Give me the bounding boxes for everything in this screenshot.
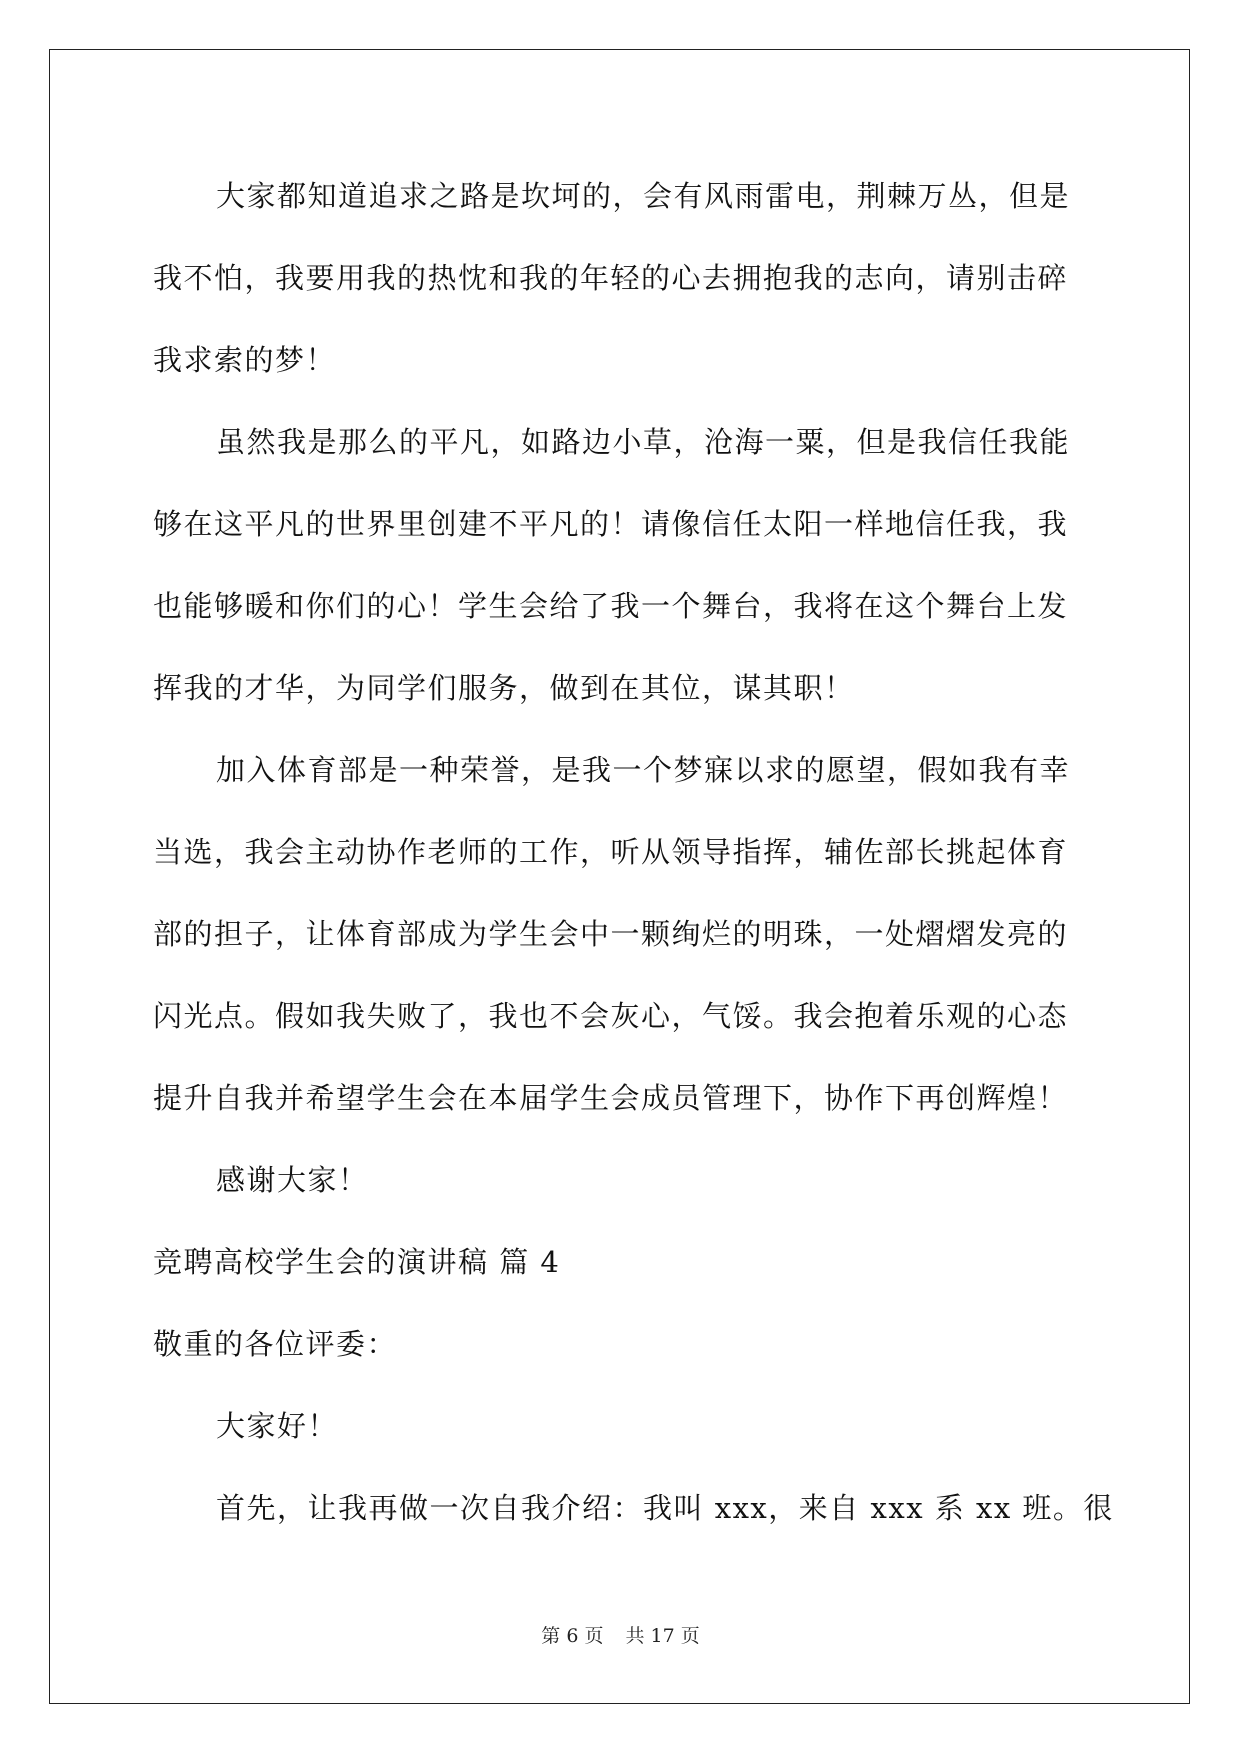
paragraph-line: 加入体育部是一种荣誉，是我一个梦寐以求的愿望，假如我有幸	[216, 753, 1071, 787]
document-body	[153, 155, 1114, 1549]
thanks-line: 感谢大家！	[216, 1163, 369, 1197]
section-heading: 竞聘高校学生会的演讲稿 篇 4	[153, 1245, 561, 1279]
paragraph-line: 大家都知道追求之路是坎坷的，会有风雨雷电，荆棘万丛，但是	[216, 179, 1071, 213]
paragraph-line: 部的担子，让体育部成为学生会中一颗绚烂的明珠，一处熠熠发亮的	[153, 917, 1069, 951]
paragraph-line: 提升自我并希望学生会在本届学生会成员管理下，协作下再创辉煌！	[153, 1081, 1069, 1115]
greeting-line: 大家好！	[216, 1409, 339, 1443]
paragraph-line: 我求索的梦！	[153, 343, 337, 377]
paragraph-line: 我不怕，我要用我的热忱和我的年轻的心去拥抱我的志向，请别击碎	[153, 261, 1069, 295]
paragraph-line: 闪光点。假如我失败了，我也不会灰心，气馁。我会抱着乐观的心态	[153, 999, 1069, 1033]
paragraph-line: 挥我的才华，为同学们服务，做到在其位，谋其职！	[153, 671, 855, 705]
paragraph-line: 当选，我会主动协作老师的工作，听从领导指挥，辅佐部长挑起体育	[153, 835, 1069, 869]
page-number: 第 6 页	[541, 1625, 604, 1647]
paragraph-line: 够在这平凡的世界里创建不平凡的！请像信任太阳一样地信任我，我	[153, 507, 1069, 541]
paragraph-line: 虽然我是那么的平凡，如路边小草，沧海一粟，但是我信任我能	[216, 425, 1071, 459]
paragraph-line: 首先，让我再做一次自我介绍：我叫 xxx，来自 xxx 系 xx 班。很	[216, 1491, 1114, 1525]
page-footer	[0, 1624, 1241, 1648]
salutation-line: 敬重的各位评委：	[153, 1327, 398, 1361]
page-total: 共 17 页	[625, 1625, 700, 1647]
paragraph-line: 也能够暖和你们的心！学生会给了我一个舞台，我将在这个舞台上发	[153, 589, 1069, 623]
